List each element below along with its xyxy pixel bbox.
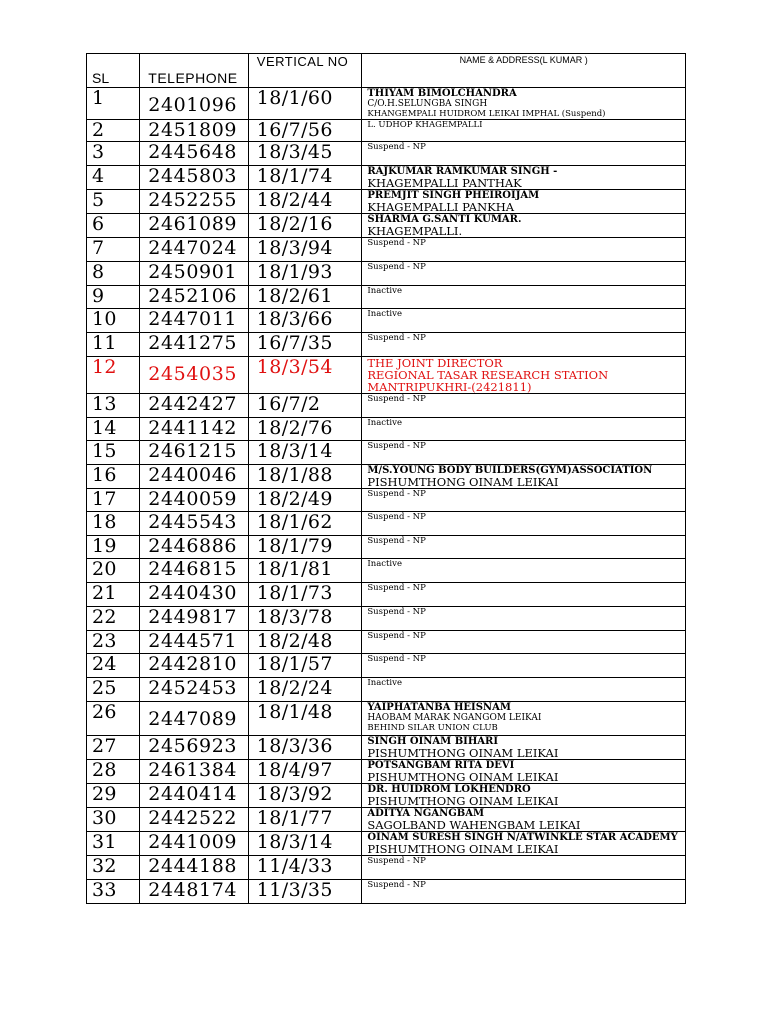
telephone-directory-table — [86, 53, 686, 904]
row-sl: 14 — [87, 418, 140, 441]
row-vertical-no: 18/4/97 — [248, 760, 362, 784]
table-row — [87, 856, 686, 880]
address-line-1: PREMJIT SINGH PHEIROIJAM — [367, 190, 540, 201]
address-line-1: Suspend - NP — [367, 394, 426, 404]
row-name-address — [362, 784, 686, 808]
row-name-address — [362, 678, 686, 702]
address-line-2: PISHUMTHONG OINAM LEIKAI — [367, 842, 559, 856]
row-telephone: 2448174 — [140, 880, 249, 904]
row-vertical-no: 18/1/73 — [248, 583, 362, 607]
row-vertical-no: 18/1/57 — [248, 654, 362, 678]
row-name-address — [362, 856, 686, 880]
row-vertical-no: 18/1/81 — [248, 559, 362, 583]
address-line-2: KHAGEMPALLI. — [367, 224, 463, 238]
address-line-1: ADITYA NGANGBAM — [367, 808, 485, 819]
table-row — [87, 760, 686, 784]
row-sl: 4 — [87, 166, 140, 190]
address-line-1: Inactive — [367, 309, 402, 319]
row-vertical-no: 18/3/94 — [248, 238, 362, 262]
row-vertical-no: 18/1/48 — [248, 702, 362, 736]
row-telephone: 2442427 — [140, 394, 249, 418]
row-vertical-no: 18/1/60 — [248, 88, 362, 120]
address-line-2: PISHUMTHONG OINAM LEIKAI — [367, 746, 559, 760]
address-line-1: Suspend - NP — [367, 654, 426, 664]
row-sl: 25 — [87, 678, 140, 702]
address-line-1: POTSANGBAM RITA DEVI — [367, 760, 515, 771]
address-line-1: Suspend - NP — [367, 583, 426, 593]
address-line-1: RAJKUMAR RAMKUMAR SINGH - — [367, 166, 558, 177]
row-sl: 21 — [87, 583, 140, 607]
table-row — [87, 489, 686, 512]
row-name-address — [362, 631, 686, 654]
table-row — [87, 678, 686, 702]
row-name-address — [362, 880, 686, 904]
row-vertical-no: 18/2/76 — [248, 418, 362, 441]
header-vertical-no: VERTICAL NO — [248, 54, 362, 88]
address-line-2: KHAGEMPALLI PANKHA — [367, 200, 515, 214]
row-name-address — [362, 441, 686, 465]
row-sl: 24 — [87, 654, 140, 678]
address-line-1: Inactive — [367, 286, 402, 296]
row-sl: 11 — [87, 333, 140, 357]
row-vertical-no: 18/1/88 — [248, 465, 362, 489]
address-line-1: DR. HUIDROM LOKHENDRO — [367, 784, 531, 795]
table-row — [87, 559, 686, 583]
row-name-address — [362, 736, 686, 760]
table-row — [87, 286, 686, 309]
row-name-address — [362, 286, 686, 309]
table-row — [87, 120, 686, 142]
row-vertical-no: 16/7/35 — [248, 333, 362, 357]
address-line-1: Suspend - NP — [367, 489, 426, 499]
row-vertical-no: 18/1/93 — [248, 262, 362, 286]
row-name-address — [362, 333, 686, 357]
row-name-address — [362, 832, 686, 856]
row-telephone: 2445803 — [140, 166, 249, 190]
table-row — [87, 418, 686, 441]
row-name-address — [362, 120, 686, 142]
address-line-1: Suspend - NP — [367, 536, 426, 546]
row-sl: 7 — [87, 238, 140, 262]
row-name-address — [362, 142, 686, 166]
address-line-2: REGIONAL TASAR RESEARCH STATION — [367, 368, 609, 382]
address-line-1: L. UDHOP KHAGEMPALLI — [367, 120, 483, 130]
row-telephone: 2440059 — [140, 489, 249, 512]
address-line-1: Suspend - NP — [367, 631, 426, 641]
address-line-2: PISHUMTHONG OINAM LEIKAI — [367, 770, 559, 784]
row-vertical-no: 18/1/77 — [248, 808, 362, 832]
address-line-1: THIYAM BIMOLCHANDRA — [367, 88, 517, 99]
row-telephone: 2444188 — [140, 856, 249, 880]
row-vertical-no: 16/7/56 — [248, 120, 362, 142]
table-row — [87, 631, 686, 654]
row-telephone: 2401096 — [140, 88, 249, 120]
address-line-1: Suspend - NP — [367, 856, 426, 866]
table-row — [87, 465, 686, 489]
table-row — [87, 808, 686, 832]
row-telephone: 2441275 — [140, 333, 249, 357]
header-sl: SL — [87, 54, 140, 88]
row-name-address — [362, 190, 686, 214]
address-line-1: YAIPHATANBA HEISNAM — [367, 702, 511, 713]
row-vertical-no: 18/3/66 — [248, 309, 362, 333]
row-name-address — [362, 559, 686, 583]
address-line-3: BEHIND SILAR UNION CLUB — [367, 723, 498, 733]
row-vertical-no: 18/3/14 — [248, 441, 362, 465]
address-line-1: M/S.YOUNG BODY BUILDERS(GYM)ASSOCIATION — [367, 465, 653, 476]
row-telephone: 2452106 — [140, 286, 249, 309]
address-line-1: Suspend - NP — [367, 142, 426, 152]
row-vertical-no: 18/3/45 — [248, 142, 362, 166]
address-line-1: Suspend - NP — [367, 607, 426, 617]
row-sl: 19 — [87, 536, 140, 559]
row-telephone: 2445543 — [140, 512, 249, 536]
row-sl: 10 — [87, 309, 140, 333]
row-vertical-no: 18/3/36 — [248, 736, 362, 760]
row-name-address — [362, 357, 686, 394]
table-row — [87, 166, 686, 190]
address-line-1: Inactive — [367, 678, 402, 688]
row-sl: 23 — [87, 631, 140, 654]
row-sl: 17 — [87, 489, 140, 512]
address-line-1: Suspend - NP — [367, 512, 426, 522]
row-sl: 2 — [87, 120, 140, 142]
row-sl: 9 — [87, 286, 140, 309]
row-sl: 13 — [87, 394, 140, 418]
address-line-3: KHANGEMPALI HUIDROM LEIKAI IMPHAL (Suspend) — [367, 109, 606, 119]
address-line-1: Inactive — [367, 559, 402, 569]
header-name-address: NAME & ADDRESS(L KUMAR ) — [362, 54, 686, 88]
row-vertical-no: 18/1/79 — [248, 536, 362, 559]
row-name-address — [362, 309, 686, 333]
row-name-address — [362, 702, 686, 736]
row-vertical-no: 11/3/35 — [248, 880, 362, 904]
row-vertical-no: 16/7/2 — [248, 394, 362, 418]
row-telephone: 2451809 — [140, 120, 249, 142]
row-telephone: 2441142 — [140, 418, 249, 441]
address-line-1: OINAM SURESH SINGH N/ATWINKLE STAR ACADEMY — [367, 832, 678, 843]
address-line-1: Suspend - NP — [367, 238, 426, 248]
row-name-address — [362, 583, 686, 607]
address-line-2: PISHUMTHONG OINAM LEIKAI — [367, 794, 559, 808]
row-sl: 32 — [87, 856, 140, 880]
row-sl: 8 — [87, 262, 140, 286]
row-vertical-no: 18/1/62 — [248, 512, 362, 536]
address-line-2: PISHUMTHONG OINAM LEIKAI — [367, 475, 559, 489]
row-name-address — [362, 808, 686, 832]
row-name-address — [362, 238, 686, 262]
table-row — [87, 309, 686, 333]
row-sl: 28 — [87, 760, 140, 784]
row-telephone: 2445648 — [140, 142, 249, 166]
row-sl: 30 — [87, 808, 140, 832]
table-row — [87, 214, 686, 238]
row-vertical-no: 18/1/74 — [248, 166, 362, 190]
table-row — [87, 238, 686, 262]
address-line-1: SHARMA G.SANTI KUMAR. — [367, 214, 522, 225]
table-row — [87, 607, 686, 631]
address-line-2: SAGOLBAND WAHENGBAM LEIKAI — [367, 818, 581, 832]
row-telephone: 2440430 — [140, 583, 249, 607]
address-line-1: SINGH OINAM BIHARI — [367, 736, 499, 747]
address-line-1: Suspend - NP — [367, 880, 426, 890]
row-sl: 26 — [87, 702, 140, 736]
row-telephone: 2447024 — [140, 238, 249, 262]
table-row — [87, 88, 686, 120]
row-vertical-no: 18/2/49 — [248, 489, 362, 512]
address-line-2: KHAGEMPALLI PANTHAK — [367, 176, 522, 190]
address-line-3: MANTRIPUKHRI-(2421811) — [367, 380, 532, 394]
row-name-address — [362, 512, 686, 536]
row-telephone: 2461089 — [140, 214, 249, 238]
table-row — [87, 142, 686, 166]
row-telephone: 2440414 — [140, 784, 249, 808]
row-sl: 12 — [87, 357, 140, 394]
row-sl: 27 — [87, 736, 140, 760]
row-name-address — [362, 654, 686, 678]
row-name-address — [362, 760, 686, 784]
row-sl: 29 — [87, 784, 140, 808]
row-vertical-no: 18/2/24 — [248, 678, 362, 702]
table-row — [87, 654, 686, 678]
header-row — [87, 54, 686, 88]
table-row — [87, 536, 686, 559]
row-sl: 3 — [87, 142, 140, 166]
row-name-address — [362, 489, 686, 512]
address-line-2: C/O.H.SELUNGBA SINGH — [367, 99, 488, 109]
table-row — [87, 441, 686, 465]
row-name-address — [362, 214, 686, 238]
table-row — [87, 190, 686, 214]
row-vertical-no: 18/3/54 — [248, 357, 362, 394]
table-row — [87, 262, 686, 286]
row-name-address — [362, 418, 686, 441]
row-name-address — [362, 166, 686, 190]
row-telephone: 2446886 — [140, 536, 249, 559]
row-vertical-no: 11/4/33 — [248, 856, 362, 880]
row-vertical-no: 18/3/14 — [248, 832, 362, 856]
row-telephone: 2461384 — [140, 760, 249, 784]
address-line-1: Inactive — [367, 418, 402, 428]
row-sl: 1 — [87, 88, 140, 120]
table-row — [87, 702, 686, 736]
address-line-1: Suspend - NP — [367, 333, 426, 343]
table-row — [87, 583, 686, 607]
row-vertical-no: 18/2/44 — [248, 190, 362, 214]
row-telephone: 2444571 — [140, 631, 249, 654]
table-row — [87, 880, 686, 904]
row-sl: 16 — [87, 465, 140, 489]
row-sl: 5 — [87, 190, 140, 214]
row-vertical-no: 18/2/61 — [248, 286, 362, 309]
row-telephone: 2442522 — [140, 808, 249, 832]
row-sl: 18 — [87, 512, 140, 536]
row-telephone: 2461215 — [140, 441, 249, 465]
table-row — [87, 736, 686, 760]
address-line-1: Suspend - NP — [367, 262, 426, 272]
row-vertical-no: 18/2/48 — [248, 631, 362, 654]
row-sl: 20 — [87, 559, 140, 583]
row-telephone: 2452255 — [140, 190, 249, 214]
row-sl: 15 — [87, 441, 140, 465]
row-name-address — [362, 607, 686, 631]
table-row — [87, 333, 686, 357]
row-sl: 6 — [87, 214, 140, 238]
row-telephone: 2452453 — [140, 678, 249, 702]
row-vertical-no: 18/3/78 — [248, 607, 362, 631]
row-name-address — [362, 262, 686, 286]
row-telephone: 2447011 — [140, 309, 249, 333]
table-row — [87, 832, 686, 856]
row-sl: 31 — [87, 832, 140, 856]
row-telephone: 2447089 — [140, 702, 249, 736]
address-line-1: THE JOINT DIRECTOR — [367, 356, 503, 370]
row-name-address — [362, 88, 686, 120]
row-telephone: 2446815 — [140, 559, 249, 583]
table-row — [87, 784, 686, 808]
row-name-address — [362, 465, 686, 489]
row-telephone: 2442810 — [140, 654, 249, 678]
row-telephone: 2440046 — [140, 465, 249, 489]
row-telephone: 2454035 — [140, 357, 249, 394]
row-telephone: 2456923 — [140, 736, 249, 760]
table-row — [87, 512, 686, 536]
row-vertical-no: 18/2/16 — [248, 214, 362, 238]
row-telephone: 2450901 — [140, 262, 249, 286]
address-line-2: HAOBAM MARAK NGANGOM LEIKAI — [367, 713, 542, 723]
row-telephone: 2441009 — [140, 832, 249, 856]
header-telephone: TELEPHONE — [140, 54, 249, 88]
row-sl: 22 — [87, 607, 140, 631]
address-line-1: Suspend - NP — [367, 441, 426, 451]
row-telephone: 2449817 — [140, 607, 249, 631]
table-row — [87, 357, 686, 394]
row-vertical-no: 18/3/92 — [248, 784, 362, 808]
table-row — [87, 394, 686, 418]
row-sl: 33 — [87, 880, 140, 904]
row-name-address — [362, 394, 686, 418]
row-name-address — [362, 536, 686, 559]
